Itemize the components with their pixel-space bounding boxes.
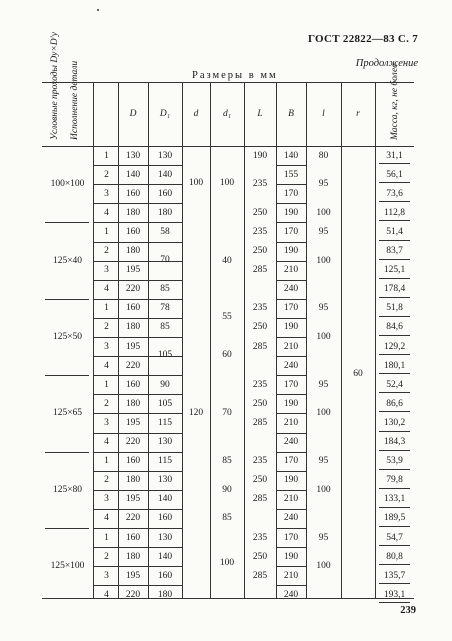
B-value: 140 <box>283 150 299 161</box>
nominal-bore-label: 125×65 <box>52 408 83 419</box>
column-rule <box>375 82 376 598</box>
nominal-bore-label: 125×50 <box>52 332 83 342</box>
row-rule <box>93 299 182 300</box>
mass-underline <box>379 278 410 279</box>
n-value: 2 <box>104 246 109 257</box>
mass-value: 135,7 <box>383 570 406 581</box>
L-value: 250 <box>252 207 268 218</box>
group-rule <box>45 299 89 300</box>
row-rule <box>93 242 182 243</box>
row-rule <box>93 184 182 185</box>
l-value: 95 <box>318 179 329 190</box>
D1-value: 115 <box>158 456 172 467</box>
header-D: D <box>129 109 137 119</box>
n-value: 1 <box>104 532 109 543</box>
row-rule <box>276 299 306 300</box>
row-rule <box>93 375 182 376</box>
mass-underline <box>379 182 410 183</box>
row-rule <box>276 471 306 472</box>
n-value: 4 <box>104 437 109 448</box>
header-D1: D₁ <box>159 109 171 119</box>
mass-underline <box>379 431 410 432</box>
D1-value: 78 <box>160 303 170 314</box>
mass-underline <box>379 354 410 355</box>
mass-underline <box>379 201 410 202</box>
row-rule <box>93 452 182 453</box>
nominal-bore-label: 125×100 <box>50 561 85 572</box>
row-rule <box>93 222 182 223</box>
n-value: 3 <box>104 570 109 581</box>
l-value: 95 <box>318 226 329 237</box>
L-value: 235 <box>252 456 268 467</box>
D-value: 195 <box>125 417 141 428</box>
mass-value: 86,6 <box>386 398 403 409</box>
row-rule <box>276 146 306 147</box>
header-d: d <box>193 109 199 119</box>
D-value: 180 <box>125 398 141 409</box>
B-value: 210 <box>283 494 299 505</box>
L-value: 235 <box>252 532 268 543</box>
B-value: 170 <box>283 188 299 199</box>
standard-header: ГОСТ 22822—83 С. 7 <box>307 33 418 45</box>
n-value: 1 <box>104 303 109 314</box>
mass-underline <box>379 469 410 470</box>
B-value: 170 <box>283 456 299 467</box>
L-value: 285 <box>252 265 268 276</box>
row-rule <box>276 280 306 281</box>
nominal-bore-label: 100×100 <box>50 179 85 190</box>
header-version: Исполнение детали <box>70 60 80 140</box>
row-rule <box>93 528 182 529</box>
row-rule <box>93 490 182 491</box>
n-value: 2 <box>104 169 109 180</box>
header-L: L <box>257 109 263 119</box>
mass-underline <box>379 526 410 527</box>
L-value: 250 <box>252 475 268 486</box>
column-rule <box>306 82 307 598</box>
row-rule <box>93 413 182 414</box>
column-rule <box>148 82 149 598</box>
row-rule <box>93 203 182 204</box>
B-value: 155 <box>283 169 299 180</box>
mass-value: 189,5 <box>383 513 406 524</box>
row-rule <box>276 433 306 434</box>
l-value: 100 <box>316 561 331 572</box>
D-value: 220 <box>125 437 141 448</box>
L-value: 285 <box>252 341 268 352</box>
L-value: 250 <box>252 551 268 562</box>
D1-value: 70 <box>160 254 170 265</box>
table-bottom-rule <box>42 598 414 599</box>
mass-underline <box>379 297 410 298</box>
header-r: r <box>356 109 360 119</box>
D1-value: 85 <box>160 284 170 295</box>
D1-value: 140 <box>157 169 173 180</box>
column-rule <box>93 82 94 598</box>
mass-underline <box>379 259 410 260</box>
row-rule <box>276 165 306 166</box>
group-rule <box>45 452 89 453</box>
D1-value: 115 <box>158 417 172 428</box>
n-value: 3 <box>104 265 109 276</box>
group-rule <box>45 375 89 376</box>
column-rule <box>182 82 183 598</box>
mass-underline <box>379 316 410 317</box>
mass-underline <box>379 602 410 603</box>
B-value: 240 <box>283 360 299 371</box>
L-value: 285 <box>252 494 268 505</box>
l-value: 100 <box>316 484 331 495</box>
D1-value: 130 <box>157 150 173 161</box>
D1-value: 90 <box>160 379 170 390</box>
row-rule <box>276 203 306 204</box>
header-bottom-rule <box>42 146 414 147</box>
D-value: 160 <box>125 379 141 390</box>
D-value: 180 <box>125 551 141 562</box>
row-rule <box>276 394 306 395</box>
n-value: 2 <box>104 475 109 486</box>
nominal-bore-label: 125×80 <box>52 484 83 495</box>
mass-underline <box>379 545 410 546</box>
D-value: 180 <box>125 322 141 333</box>
row-rule <box>276 375 306 376</box>
r-value: 60 <box>353 369 363 380</box>
nominal-bore-label: 125×40 <box>52 255 83 266</box>
d1-value: 85 <box>222 513 232 524</box>
row-rule <box>276 509 306 510</box>
D1-value: 130 <box>157 437 173 448</box>
D-value: 160 <box>125 532 141 543</box>
B-value: 210 <box>283 341 299 352</box>
n-value: 3 <box>104 417 109 428</box>
B-value: 190 <box>283 398 299 409</box>
group-rule <box>45 528 89 529</box>
mass-underline <box>379 488 410 489</box>
B-value: 170 <box>283 226 299 237</box>
D1-value: 105 <box>157 398 173 409</box>
n-value: 4 <box>104 589 109 600</box>
l-value: 100 <box>316 255 331 266</box>
D1-value: 105 <box>157 350 173 361</box>
column-rule <box>118 82 119 598</box>
B-value: 240 <box>283 437 299 448</box>
n-value: 3 <box>104 188 109 199</box>
l-value: 100 <box>316 408 331 419</box>
mass-value: 133,1 <box>383 494 406 505</box>
mass-value: 53,9 <box>386 456 403 467</box>
n-value: 1 <box>104 379 109 390</box>
D-value: 195 <box>125 494 141 505</box>
B-value: 210 <box>283 417 299 428</box>
D-value: 220 <box>125 589 141 600</box>
mass-value: 52,4 <box>386 379 403 390</box>
n-value: 2 <box>104 322 109 333</box>
d1-value: 90 <box>222 484 232 495</box>
D-value: 160 <box>125 456 141 467</box>
header-d1: d₁ <box>222 109 232 119</box>
row-rule <box>93 566 182 567</box>
mass-value: 125,1 <box>383 265 406 276</box>
B-value: 190 <box>283 475 299 486</box>
D1-value: 160 <box>157 513 173 524</box>
row-rule <box>276 547 306 548</box>
d1-value: 85 <box>222 456 232 467</box>
D-value: 220 <box>125 360 141 371</box>
n-value: 2 <box>104 551 109 562</box>
B-value: 190 <box>283 551 299 562</box>
D1-value: 130 <box>157 532 173 543</box>
mass-value: 84,6 <box>386 322 403 333</box>
header-B: B <box>288 109 294 119</box>
mass-underline <box>379 163 410 164</box>
row-rule <box>276 452 306 453</box>
n-value: 1 <box>104 456 109 467</box>
L-value: 235 <box>252 179 268 190</box>
row-rule <box>93 280 182 281</box>
row-rule <box>276 528 306 529</box>
continuation-label: Продолжение <box>355 58 418 69</box>
D-value: 220 <box>125 284 141 295</box>
D-value: 130 <box>125 150 141 161</box>
row-rule <box>276 413 306 414</box>
table-top-rule <box>42 82 414 83</box>
column-rule <box>244 82 245 598</box>
page-number: 239 <box>400 605 416 616</box>
row-rule <box>93 433 182 434</box>
d1-value: 100 <box>219 178 235 189</box>
l-value: 100 <box>316 332 331 342</box>
d1-value: 70 <box>222 408 232 419</box>
column-rule <box>341 82 342 598</box>
mass-value: 178,4 <box>383 284 406 295</box>
B-value: 240 <box>283 513 299 524</box>
D-value: 220 <box>125 513 141 524</box>
d1-value: 40 <box>222 255 232 266</box>
B-value: 170 <box>283 303 299 314</box>
row-rule <box>276 242 306 243</box>
B-value: 240 <box>283 284 299 295</box>
D1-value: 58 <box>160 226 170 237</box>
B-value: 210 <box>283 570 299 581</box>
mass-value: 83,7 <box>386 246 403 257</box>
d1-value: 55 <box>222 311 232 322</box>
row-rule <box>276 337 306 338</box>
mass-value: 112,8 <box>383 207 406 218</box>
mass-value: 51,8 <box>386 303 403 314</box>
row-rule <box>276 356 306 357</box>
row-rule <box>93 509 182 510</box>
mass-value: 129,2 <box>383 341 406 352</box>
D1-value: 130 <box>157 475 173 486</box>
n-value: 1 <box>104 150 109 161</box>
row-rule <box>93 394 182 395</box>
L-value: 250 <box>252 398 268 409</box>
n-value: 4 <box>104 284 109 295</box>
mass-underline <box>379 373 410 374</box>
L-value: 285 <box>252 570 268 581</box>
row-rule <box>93 585 182 586</box>
mass-underline <box>379 450 410 451</box>
row-rule <box>276 261 306 262</box>
D1-value: 85 <box>160 322 170 333</box>
B-value: 190 <box>283 207 299 218</box>
D-value: 195 <box>125 341 141 352</box>
D1-value: 140 <box>157 551 173 562</box>
l-value: 80 <box>318 150 329 161</box>
mass-underline <box>379 392 410 393</box>
column-rule <box>210 82 211 598</box>
d-value: 120 <box>188 408 204 419</box>
D-value: 160 <box>125 226 141 237</box>
L-value: 250 <box>252 246 268 257</box>
mass-underline <box>379 583 410 584</box>
n-value: 4 <box>104 360 109 371</box>
row-rule <box>93 318 182 319</box>
L-value: 190 <box>252 150 268 161</box>
row-rule <box>93 547 182 548</box>
n-value: 4 <box>104 207 109 218</box>
mass-value: 79,8 <box>386 475 403 486</box>
row-rule <box>93 471 182 472</box>
row-rule <box>93 165 182 166</box>
L-value: 250 <box>252 322 268 333</box>
D-value: 180 <box>125 207 141 218</box>
mass-value: 56,1 <box>386 169 403 180</box>
mass-value: 180,1 <box>383 360 406 371</box>
d1-value: 60 <box>222 350 232 361</box>
n-value: 4 <box>104 513 109 524</box>
row-rule <box>276 490 306 491</box>
mass-underline <box>379 411 410 412</box>
row-rule <box>93 337 182 338</box>
l-value: 95 <box>318 303 329 314</box>
n-value: 3 <box>104 341 109 352</box>
sizes-title: Размеры в мм <box>192 70 278 81</box>
mass-value: 54,7 <box>386 532 403 543</box>
mass-value: 31,1 <box>386 150 403 161</box>
row-rule <box>276 566 306 567</box>
mass-value: 130,2 <box>383 417 406 428</box>
D1-value: 160 <box>157 570 173 581</box>
mass-underline <box>379 335 410 336</box>
B-value: 170 <box>283 532 299 543</box>
B-value: 190 <box>283 322 299 333</box>
header-nominal-bore: Условные проходы Dу×D'у <box>50 32 60 140</box>
d1-value: 100 <box>219 558 235 569</box>
header-l: l <box>322 109 325 119</box>
D-value: 180 <box>125 246 141 257</box>
l-value: 95 <box>318 456 329 467</box>
B-value: 190 <box>283 246 299 257</box>
L-value: 235 <box>252 226 268 237</box>
L-value: 235 <box>252 303 268 314</box>
D-value: 195 <box>125 265 141 276</box>
mass-value: 193,1 <box>383 589 406 600</box>
D1-value: 180 <box>157 589 173 600</box>
B-value: 240 <box>283 589 299 600</box>
D1-value: 160 <box>157 188 173 199</box>
B-value: 170 <box>283 379 299 390</box>
mass-value: 184,3 <box>383 437 406 448</box>
n-value: 1 <box>104 226 109 237</box>
l-value: 100 <box>316 207 331 218</box>
mass-underline <box>379 240 410 241</box>
n-value: 2 <box>104 398 109 409</box>
scan-speck <box>97 9 99 11</box>
mass-value: 80,8 <box>386 551 403 562</box>
group-rule <box>45 222 89 223</box>
column-rule <box>276 82 277 598</box>
row-rule <box>276 184 306 185</box>
L-value: 285 <box>252 417 268 428</box>
L-value: 235 <box>252 379 268 390</box>
D-value: 140 <box>125 169 141 180</box>
B-value: 210 <box>283 265 299 276</box>
D-value: 180 <box>125 475 141 486</box>
row-rule <box>276 585 306 586</box>
row-rule <box>276 318 306 319</box>
n-value: 3 <box>104 494 109 505</box>
D-value: 195 <box>125 570 141 581</box>
l-value: 95 <box>318 379 329 390</box>
header-mass: Масса, кг, не более <box>390 63 400 140</box>
d-value: 100 <box>188 178 204 189</box>
mass-underline <box>379 220 410 221</box>
row-rule <box>276 222 306 223</box>
D-value: 160 <box>125 303 141 314</box>
D1-value: 180 <box>157 207 173 218</box>
D-value: 160 <box>125 188 141 199</box>
mass-value: 73,6 <box>386 188 403 199</box>
mass-underline <box>379 507 410 508</box>
mass-underline <box>379 564 410 565</box>
l-value: 95 <box>318 532 329 543</box>
D1-value: 140 <box>157 494 173 505</box>
mass-value: 51,4 <box>386 226 403 237</box>
